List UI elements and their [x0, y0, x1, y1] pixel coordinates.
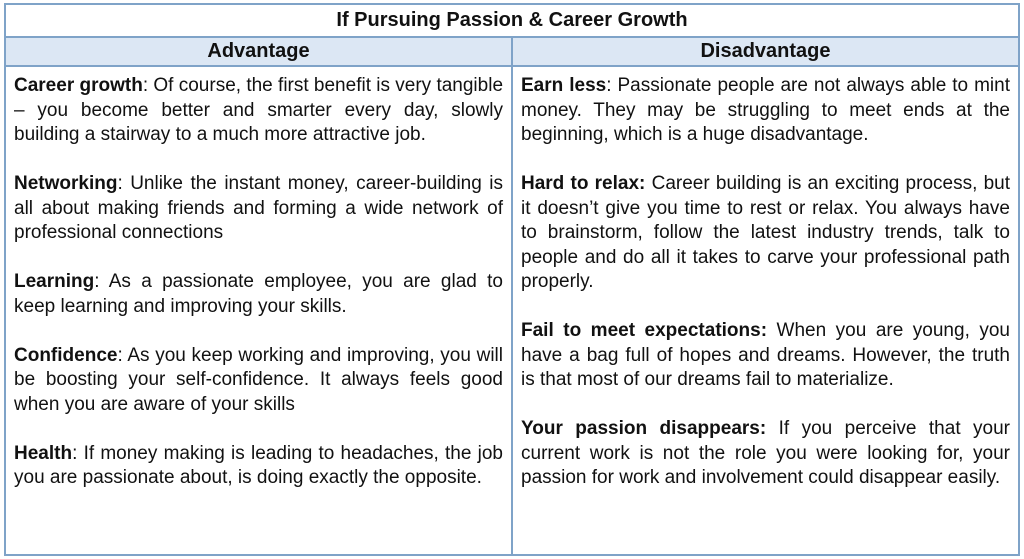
advantage-text: : As a passionate employee, you are glad to keep learning and improving your skills.	[14, 271, 503, 317]
disadvantage-term: Fail to meet expectations:	[521, 320, 768, 341]
disadvantage-term: Earn less	[521, 75, 607, 96]
disadvantage-item	[521, 319, 1010, 393]
disadvantage-text: : Passionate people are not always able to mint money. They may be struggling to meet ends at the beginning, which is a huge disadvantage.	[521, 75, 1010, 145]
advantage-term: Networking	[14, 173, 118, 194]
comparison-table	[4, 3, 1020, 556]
advantage-item	[14, 442, 503, 491]
advantage-text: : Of course, the first benefit is very tangible – you become better and smarter every day, slowly building a stairway to a much more attractive job.	[14, 75, 504, 145]
disadvantage-item	[521, 172, 1010, 295]
disadvantage-term: Your passion disappears:	[521, 418, 767, 439]
advantage-term: Confidence	[14, 344, 118, 366]
advantage-term: Learning	[14, 271, 95, 292]
table-title: If Pursuing Passion & Career Growth	[6, 5, 1018, 38]
advantage-item	[14, 270, 503, 319]
disadvantage-text: When you are young, you have a bag full of hopes and dreams. However, the truth is that most of our dreams fail to materialize.	[521, 320, 1010, 390]
advantage-text: : If money making is leading to headaches, the job you are passionate about, is doing exactly the opposite.	[14, 442, 503, 488]
disadvantage-text: Career building is an exciting process, but it doesn’t give you time to rest or relax. You always have to brainstorm, follow the latest industry trends, talk to people and do all it takes to carve your professional path properly.	[521, 173, 1010, 292]
body-row	[6, 67, 1018, 554]
advantage-text: : Unlike the instant money, career-building is all about making friends and forming a wide network of professional connections	[14, 173, 503, 243]
disadvantage-item	[521, 74, 1010, 148]
disadvantage-text: If you perceive that your current work is not the role you were looking for, your passion for work and involvement could disappear easily.	[521, 418, 1010, 488]
header-row	[6, 38, 1018, 67]
advantage-item	[14, 74, 503, 148]
advantage-header: Advantage	[6, 38, 513, 65]
disadvantage-item	[521, 417, 1010, 491]
advantage-item	[14, 344, 503, 418]
disadvantage-cell	[513, 67, 1018, 554]
advantage-term: Career growth	[14, 75, 143, 96]
disadvantage-term: Hard to relax:	[521, 173, 646, 194]
advantage-item	[14, 172, 503, 246]
advantage-term: Health	[14, 442, 73, 464]
advantage-text: : As you keep working and improving, you will be boosting your self-confidence. It always feels good when you are aware of your skills	[14, 344, 503, 415]
disadvantage-header: Disadvantage	[700, 40, 831, 62]
advantage-cell	[6, 67, 513, 554]
